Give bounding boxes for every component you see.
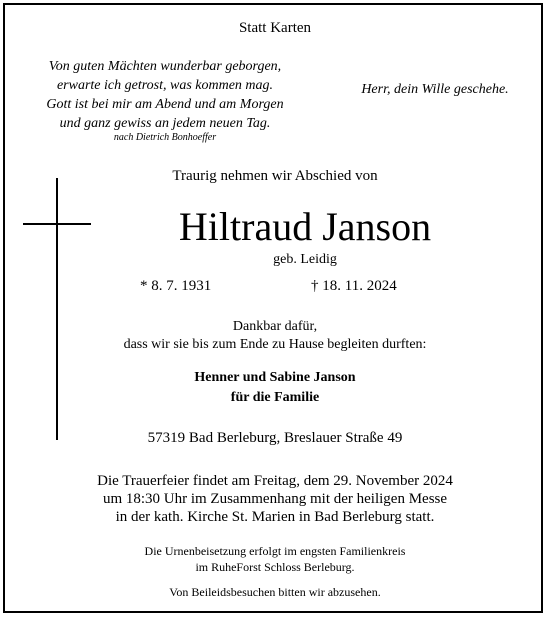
- poem-line: und ganz gewiss an jedem neuen Tag.: [59, 116, 271, 131]
- poem-author: nach Dietrich Bonhoeffer: [113, 132, 217, 143]
- birth-name: geb. Leidig: [273, 252, 337, 267]
- statt-karten-text: Statt Karten: [238, 20, 312, 36]
- funeral-line: Die Trauerfeier findet am Freitag, dem 29. November 2024: [97, 473, 453, 489]
- bible-quote: Herr, dein Wille geschehe.: [361, 82, 509, 97]
- poem: [20, 57, 310, 133]
- poem-line: Von guten Mächten wunderbar geborgen,: [48, 59, 282, 74]
- poem-line: erwarte ich getrost, was kommen mag.: [56, 78, 274, 93]
- condolence-note: Von Beileidsbesuchen bitten wir abzusehen.: [169, 585, 381, 599]
- intro-text: Traurig nehmen wir Abschied von: [172, 168, 378, 184]
- family-line: für die Familie: [230, 390, 320, 405]
- burial-line: Die Urnenbeisetzung erfolgt im engsten Familienkreis: [144, 544, 406, 558]
- thanks-line: dass wir sie bis zum Ende zu Hause begleiten durften:: [123, 337, 427, 352]
- death-date: † 18. 11. 2024: [311, 278, 397, 294]
- funeral-line: um 18:30 Uhr im Zusammenhang mit der heiligen Messe: [102, 491, 448, 507]
- thanks-text: [60, 318, 490, 354]
- burial-line: im RuheForst Schloss Berleburg.: [195, 560, 355, 574]
- deceased-name: Hiltraud Janson: [178, 204, 432, 249]
- family-line: Henner und Sabine Janson: [194, 370, 356, 385]
- cross-icon: [56, 178, 58, 440]
- family-signature: [60, 368, 490, 408]
- funeral-info: [0, 472, 550, 526]
- thanks-line: Dankbar dafür,: [232, 319, 318, 334]
- burial-info: [0, 543, 550, 575]
- funeral-line: in der kath. Kirche St. Marien in Bad Berleburg statt.: [115, 509, 435, 525]
- birth-date: * 8. 7. 1931: [140, 278, 212, 294]
- poem-line: Gott ist bei mir am Abend und am Morgen: [46, 97, 284, 112]
- address: 57319 Bad Berleburg, Breslauer Straße 49: [147, 430, 403, 446]
